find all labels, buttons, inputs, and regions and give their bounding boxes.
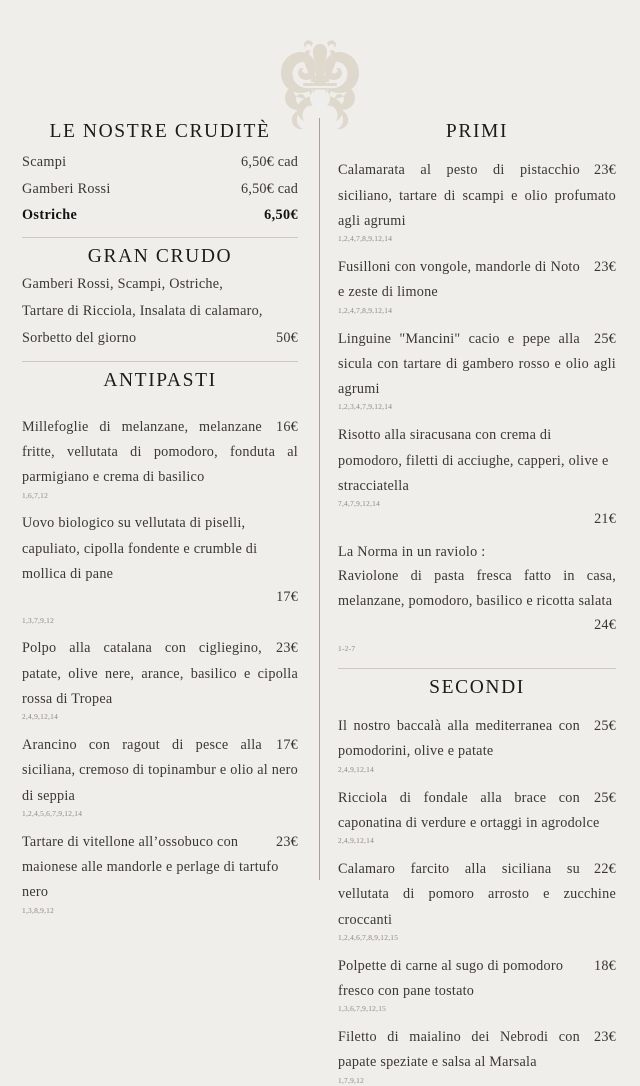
dish-item xyxy=(22,830,298,916)
dish-description-wrapper xyxy=(22,830,298,906)
gran-crudo-line-3 xyxy=(22,325,298,352)
dish-description: Ricciola di fondale alla brace con caponatina di verdure e ortaggi in agrodolce xyxy=(338,789,600,831)
dish-item xyxy=(338,255,616,315)
dish-description: Polpo alla catalana con cigliegino, patate, olive nere, arance, basilico e cipolla rossa di Tropea xyxy=(22,640,298,708)
section-title-primi: PRIMI xyxy=(445,121,509,142)
dish-allergens: 1,6,7,12 xyxy=(22,490,49,500)
crudite-item-price: 6,50€ cad xyxy=(241,154,298,171)
left-column xyxy=(0,0,320,915)
dish-item xyxy=(338,786,616,846)
crudite-item-price: 6,50€ cad xyxy=(241,180,298,197)
dish-allergens: 7,4,7,9,12,14 xyxy=(338,499,381,509)
dish-description-wrapper xyxy=(22,511,298,587)
dish-item xyxy=(338,714,616,774)
crudite-row-scampi xyxy=(22,149,298,175)
gran-crudo-item-name: Sorbetto del giorno xyxy=(22,330,137,347)
dish-allergens: 1,7,9,12 xyxy=(338,1075,365,1085)
dish-description-wrapper xyxy=(338,954,616,1005)
crudite-row-ostriche xyxy=(22,202,298,228)
gran-crudo-line-2: Tartare di Ricciola, Insalata di calamaro, xyxy=(22,303,263,320)
dish-allergens: 2,4,9,12,14 xyxy=(338,836,375,846)
dish-allergens: 1,2,4,7,8,9,12,14 xyxy=(338,305,393,315)
dish-price: 25€ xyxy=(593,718,616,735)
section-title-secondi: SECONDI xyxy=(429,676,525,698)
dish-description: Linguine "Mancini" cacio e pepe alla sicula con tartare di gambero rosso e olio agli agrumi xyxy=(338,330,616,398)
dish-description-wrapper xyxy=(338,158,616,234)
dish-item xyxy=(22,733,298,819)
dish-allergens: 2,4,9,12,14 xyxy=(338,764,375,774)
dish-allergens: 2,4,9,12,14 xyxy=(22,712,59,722)
dish-item xyxy=(338,954,616,1014)
gran-crudo-price: 50€ xyxy=(275,330,298,347)
dish-description-wrapper xyxy=(338,786,616,837)
dish-item xyxy=(338,423,616,530)
dish-description-wrapper xyxy=(22,733,298,809)
right-column xyxy=(320,0,640,1085)
dish-price: 21€ xyxy=(594,510,616,527)
dish-price: 23€ xyxy=(593,259,616,276)
dish-description: Raviolone di pasta fresca fatto in casa, melanzane, pomodoro, basilico e ricotta salata xyxy=(338,568,616,610)
dish-item xyxy=(22,415,298,501)
dish-price: 23€ xyxy=(275,640,298,657)
crudite-item-name: Ostriche xyxy=(22,206,78,223)
dish-allergens: 1,2,4,7,8,9,12,14 xyxy=(338,234,393,244)
dish-description: Risotto alla siracusana con crema di pomodoro, filetti di acciughe, capperi, olive e stracciatella xyxy=(338,427,609,494)
dish-description: Calamarata al pesto di pistacchio siciliano, tartare di scampi e olio profumato agli agrumi xyxy=(338,162,616,229)
dish-description: Arancino con ragout di pesce alla siciliana, cremoso di topinambur e olio al nero di seppia xyxy=(22,737,298,804)
crudite-item-name: Gamberi Rossi xyxy=(22,180,111,197)
section-divider xyxy=(22,361,298,362)
dish-allergens: 1,2,3,4,7,9,12,14 xyxy=(338,402,393,412)
dish-description-wrapper xyxy=(338,564,616,615)
dish-allergens: 1-2-7 xyxy=(338,643,356,653)
dish-description: Filetto di maialino dei Nebrodi con papate speziate e salsa al Marsala xyxy=(338,1029,580,1071)
section-title-crudite: LE NOSTRE CRUDITÈ xyxy=(49,121,271,142)
dish-price: 24€ xyxy=(594,616,616,633)
dish-item xyxy=(338,327,616,413)
crudite-row-gamberi-rossi xyxy=(22,176,298,202)
section-title-gran-crudo: GRAN CRUDO xyxy=(87,246,233,267)
dish-description: Fusilloni con vongole, mandorle di Noto e zeste di limone xyxy=(338,259,580,301)
dish-allergens: 1,2,4,5,6,7,9,12,14 xyxy=(22,809,83,819)
crudite-item-name: Scampi xyxy=(22,154,67,171)
dish-price: 18€ xyxy=(593,957,616,974)
dish-description: Uovo biologico su vellutata di piselli, capuliato, cipolla fondente e crumble di mollica di pane xyxy=(22,515,258,583)
dish-allergens: 1,3,6,7,9,12,15 xyxy=(338,1004,387,1014)
dish-item xyxy=(338,158,616,244)
dish-item-special xyxy=(338,541,616,653)
gran-crudo-line-1: Gamberi Rossi, Scampi, Ostriche, xyxy=(22,276,224,293)
section-divider xyxy=(338,668,616,669)
dish-price: 25€ xyxy=(593,789,616,806)
special-lead-line: La Norma in un raviolo : xyxy=(338,544,486,561)
dish-description-wrapper xyxy=(22,415,298,491)
dish-price: 23€ xyxy=(593,1029,616,1046)
crudite-item-price: 6,50€ xyxy=(264,206,298,223)
dish-description: Tartare di vitellone all’ossobuco con maionese alle mandorle e perlage di tartufo nero xyxy=(22,833,279,901)
dish-price: 16€ xyxy=(275,418,298,435)
dish-description: Millefoglie di melanzane, melanzane fritte, vellutata di pomodoro, fonduta al parmigiano e crema di basilico xyxy=(22,418,298,486)
dish-price: 22€ xyxy=(593,861,616,877)
dish-description-wrapper xyxy=(338,327,616,403)
dish-item xyxy=(338,1025,616,1085)
dish-description-wrapper xyxy=(338,1025,616,1076)
dish-allergens: 1,2,4,6,7,8,9,12,15 xyxy=(338,932,399,942)
dish-description-wrapper xyxy=(338,255,616,306)
dish-allergens: 1,3,8,9,12 xyxy=(22,905,55,915)
dish-allergens: 1,3,7,9,12 xyxy=(22,615,55,625)
dish-price: 17€ xyxy=(276,589,298,606)
dish-price: 23€ xyxy=(593,162,616,179)
dish-price: 25€ xyxy=(593,330,616,347)
dish-price: 17€ xyxy=(275,737,298,754)
section-title-antipasti: ANTIPASTI xyxy=(103,370,217,392)
dish-item xyxy=(22,511,298,625)
dish-item xyxy=(22,636,298,722)
dish-description-wrapper xyxy=(338,423,616,499)
dish-description: Polpette di carne al sugo di pomodoro fresco con pane tostato xyxy=(338,957,564,999)
spacer xyxy=(22,399,298,415)
spacer xyxy=(338,705,616,714)
section-divider xyxy=(22,237,298,238)
dish-description: Calamaro farcito alla siciliana su vellutata di pomoro arrosto e zucchine croccanti xyxy=(338,861,616,928)
dish-description-wrapper xyxy=(22,636,298,712)
dish-item xyxy=(338,857,616,943)
dish-price: 23€ xyxy=(275,833,298,850)
dish-description-wrapper xyxy=(338,714,616,765)
dish-description: Il nostro baccalà alla mediterranea con pomodorini, olive e patate xyxy=(338,718,580,760)
spacer xyxy=(338,149,616,158)
dish-description-wrapper xyxy=(338,857,616,933)
